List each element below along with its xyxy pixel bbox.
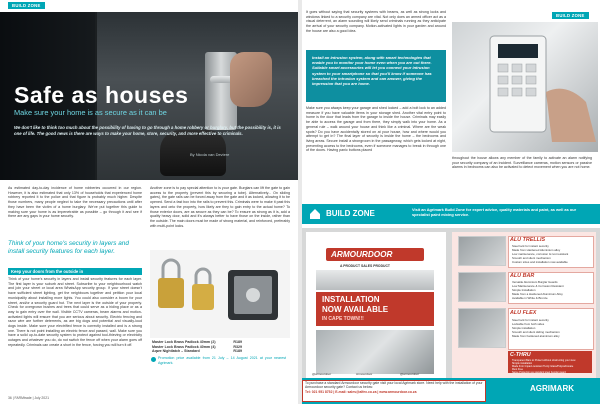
alu-bar-item: Simple Installation [512,288,536,292]
social-facebook[interactable]: Armourdoor [356,372,373,376]
alu-bar-item: Available in White & Bronze [512,296,548,300]
alarm-keypad-image [452,22,598,152]
product-image-area [150,250,290,338]
keypad-photo [452,22,598,152]
alu-trellis-item: Steel lock for instant security [512,244,549,248]
article-subtitle: Make sure your home is as secure as it can be [14,108,167,117]
install-line-1: INSTALLATION [322,295,380,304]
c-thru-item: Transparent Bars to Protect without obstructing your view [512,359,576,362]
section-subhead: Keep your doors from the outside in [8,268,142,275]
alu-flex-item: Made from hardened aluminium alloy [512,334,560,338]
product-row: Aqwe Nightlatch – Standard R189 [152,349,242,354]
c-thru-item: Same Protection as standard steel burglar guard [512,371,566,374]
install-line-2: NOW AVAILABLE [322,305,389,314]
alu-flex-item: Simple installation [512,326,536,330]
install-line-3: IN CAPE TOWN!!! [322,316,364,322]
alu-flex-image [458,308,506,348]
alu-bar-item: Versatile Aluminium Burglar Guards [512,280,558,284]
article-intro: We don't like to think too much about the possibility of having to go through a home robbery or burglary, but the possibility is, it is one of life. The good news is there are ways to make your home, store, security, and more effective to criminals. [14,125,281,136]
section-tag-right: BUILD ZONE [552,12,589,19]
c-thru-item: Made from Impact-resistant Tivoly Glass/Polycarbonate [512,365,574,368]
alu-trellis-item: Smooth and silent mechanism [512,256,551,260]
tip-callout: Install an intrusion system, along with smart technologies that enable you to monitor your home even when you are out there. Suitable smart accessories will let you connect your intrusion system to your smartphone so that you'll know if someone has breached the intrusion system and can answer, giving the impression that you are home. [306,50,446,102]
pull-quote: Think of your home's security in layers and install security features for each layer. [8,240,129,255]
left-body-col2: Another zone is to pay special attention to is your gate. Burglars can lift the gate to gain access to the property (prevent this by securing a tube). Alternatively... On sliding gates), the gate rails can be forced away from the gate and it as locked, allowing it to be opened. Send a fast box into the rails to prevent this. Criminals were to make it past this layers and onto the property, how likely are they to gain entry to the actual home? To those exterior doors, are as secure as they can be? To ensure as strong as it is, add a quality heavy door, solid and it's always better to have those on the inside, rather than the outside. The main doors must be made of strong material, and reinforced, preferably with multi-point locks. [150,186,290,228]
section-tag-left: BUILD ZONE [8,2,45,9]
armourdoor-logo-text: ARMOURDOOR [331,250,393,259]
house-icon [308,207,322,221]
alu-trellis-image [458,236,506,266]
right-body-col2: throughout the house allows any member of the family to activate an alarm notifying your security company of an incident. Surveillance cameras, motion sensors or passive alarms in bedrooms can also be activated to detect movement when you are not home. [452,156,592,170]
build-zone-title: BUILD ZONE [326,209,375,218]
left-body-col1: As estimated day-to-day incidence of home robberies occurred in our region. However, it is also estimated that only 13% of households that experienced home robbery reported it to the police and that figure is probably much higher. Despite those numbers, many people neglect to take the necessary precautions until after they have been the victim of a home burglary. We've put together this guide to making sure your home is as impenetrable as possible – go through it and see if there are any gaps in your home security. [8,186,142,219]
security-gate-photo [316,330,434,374]
build-zone-text: Visit an Agrimark Build Zone for expert advice, quality materials and paint, as well as our specialist paint mixing service. [412,207,577,217]
product-row: Master Lock Brass Padlock 40mm (4) R329 [152,344,242,349]
product-list [152,340,242,354]
alu-flex-title: ALU FLEX [510,310,537,316]
article-author: By Nicola van Deviere [190,152,230,157]
hand-illustration [230,52,272,107]
alu-trellis-item: Made from Hardened Aluminium alloy [512,248,561,252]
page-footer: 36 | FARMtrade | July 2021 [8,396,49,400]
alu-trellis-item: Low maintenance, corrosion & rust resistant [512,252,569,256]
c-thru-item: Rust Free [512,368,523,371]
alu-flex-item: Steel lock for instant security [512,318,549,322]
promo-icon [151,357,156,362]
armourdoor-tagline: A PRODUCT SALES PRODUCT [340,264,390,268]
alu-flex-item: Lockable from both sides [512,322,545,326]
product-row: Master Lock Brass Padlock 40mm (2) R189 [152,340,242,344]
c-thru-title: C-THRU [510,352,531,358]
promo-note: Promotion price available from 21 July – 14 August 2021 at your nearest Agrimark. [158,356,286,365]
alu-trellis-item: Custom sizes and installation now available [512,260,568,264]
social-instagram[interactable]: @armourdoor [312,372,332,376]
product-photo-strip [316,270,434,290]
right-body-col1b: Make sure you always keep your garage and shed locked – add a bolt lock to an added measure if you have valuable items in your storage shed. Another vital entry point to home is the door that leads from the garage to inside the house. Criminals may easily be able to access the garage and from there, they simply walk into your home. As a general rule – walk around your house and think like a criminal. Where are the weak spots? Do you have accidentally stored on at your house, how and where would you attempt to get in? The final layer of security is inside the home – the bedrooms and living areas. Secure install a strongroom in the passageway, which gets locked at night, preventing access to the bedrooms, even if someone manages to break in through one of the doors. Having panic buttons placed [306,106,446,153]
agrimark-logo: AGRIMARK [530,384,574,393]
social-twitter[interactable]: @armourdoor [400,372,420,376]
article-title: Safe as houses [14,82,189,108]
c-thru-item: Simple installation [512,362,533,365]
left-body-col1b: Think of your home's security in layers and install security features for each layer. The first layer is your suburb and street. Subscribe to your neighbourhood watch and join your street or local area WhatsApp security group. If your street doesn't have sufficient street lighting, get the neighbours together and petition your local municipality about installing more lights. You could also consider a boom for your street, and/or a security guard hut. The next layer is the outside of your property. Check for overgrown bushes and trees that could serve as a hiding place or as a way to gain entry over the wall. Visible CCTV cameras, beam alarms and motion-activated lights will ensure that you are serious about security. Electric fencing and razor wire are further deterrents, as are big dogs and potential and visually-loud dogs inside. Make sure your electrified fence is correctly installed and is a strong one. There is not point installing an electric fence and passed, wall. Make sure you have a solid up-to-date security system to protect against tool-thieving or electricity outages and whatever you do, do not switch the fence off when your alarm goes off repeatedly. Criminals can create a short in the fence, forcing you will turn it off. [8,277,142,347]
alu-bar-image [458,272,506,302]
right-body-col1: It goes without saying that security systems with beams, as well as strong locks and windows linked to a security company are vital. Not only does an armed officer act as a visual deterrent, an alarm sounding will likely send criminals running as they anticipate the arrival of your security company. Motion-activated lights in your garden and around the house are also a good idea. [306,10,446,33]
ad-contact-details[interactable]: Tel: 021 951 8752 | E-mail: sales@alfex.co.za | www.armourdoor.co.za [305,389,417,394]
alu-bar-item: Low Maintenance & Corrosion Resistant [512,284,564,288]
ad-cta-text: To purchase a standard Armourdoor security gate visit your local Agrimark store. Need help with the installation of your Armourdoor security gate? Contact us below: Tel: 021 951 8752 | E-mail: sales@alfex.co.za | www.armourdoor.co.za [305,381,483,394]
alu-bar-item: Made from a Hardened Aluminium Alloy [512,292,563,296]
alu-flex-item: Smooth and silent sliding mechanism [512,330,560,334]
alu-trellis-title: ALU TRELLIS [510,237,546,243]
padlock-products-image [150,250,290,338]
alu-bar-title: ALU BAR [510,273,535,279]
